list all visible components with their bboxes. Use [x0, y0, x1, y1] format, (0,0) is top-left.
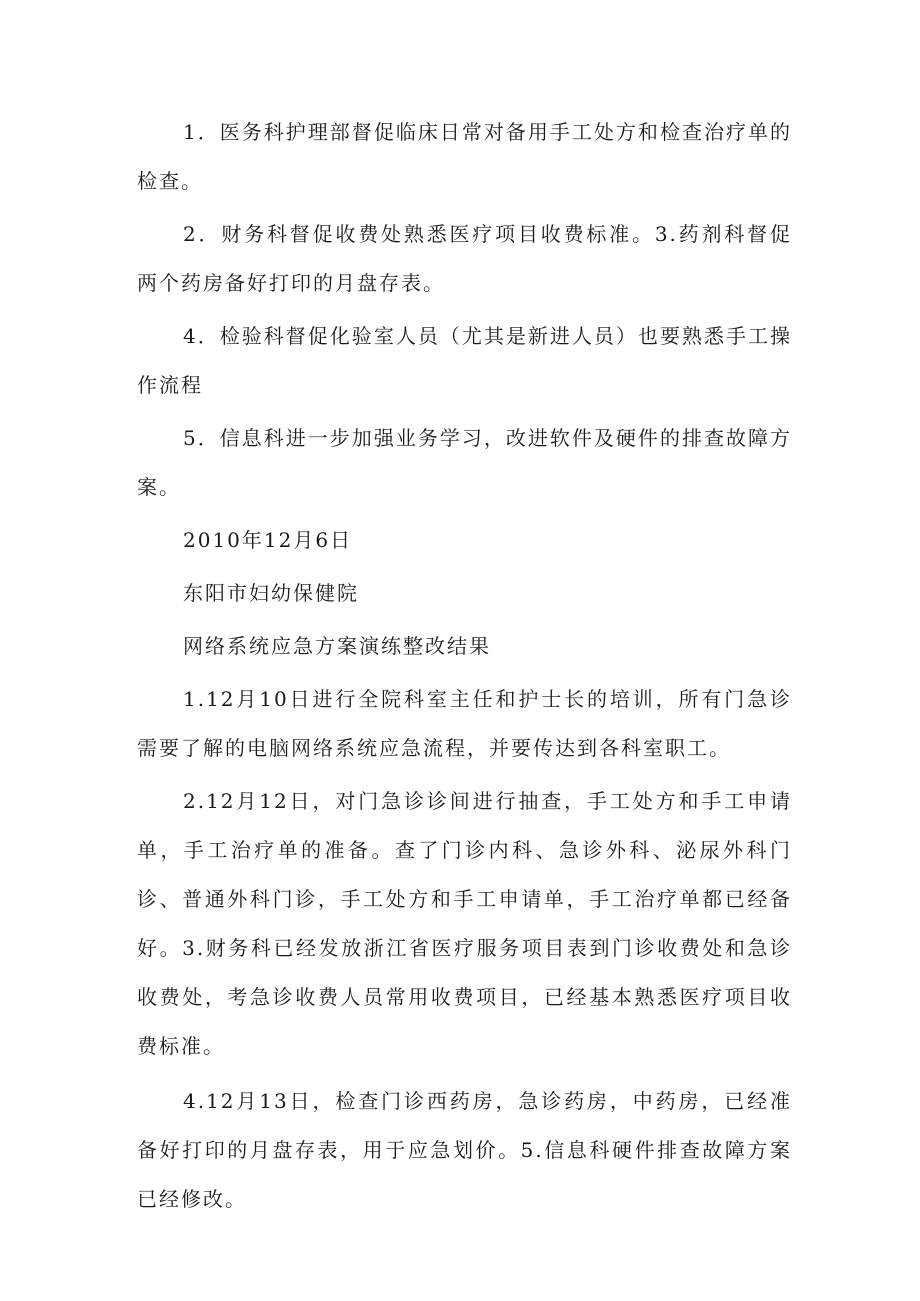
paragraph-1: 1．医务科护理部督促临床日常对备用手工处方和检查治疗单的检查。 [137, 120, 792, 193]
organization-name: 东阳市妇幼保健院 [183, 581, 359, 605]
paragraph-4: 5．信息科进一步加强业务学习，改进软件及硬件的排查故障方案。 [137, 426, 792, 499]
result-paragraph-2: 2.12月12日，对门急诊诊间进行抽查，手工处方和手工申请单，手工治疗单的准备。查了门诊内科、急诊外科、泌尿外科门诊、普通外科门诊，手工处方和手工申请单，手工治疗单都已经备好。3.财务科已经发放浙江省医疗服务项目表到门诊收费处和急诊收费处，考急诊收费人员常用收费项目，已经基本熟悉医疗项目收费标准。 [137, 789, 792, 1058]
document-body [137, 108, 792, 1228]
paragraph-3: 4．检验科督促化验室人员（尤其是新进人员）也要熟悉手工操作流程 [137, 324, 792, 397]
result-paragraph-1: 1.12月10日进行全院科室主任和护士长的培训，所有门急诊需要了解的电脑网络系统应急流程，并要传达到各科室职工。 [137, 687, 792, 760]
section-title: 网络系统应急方案演练整改结果 [183, 634, 491, 658]
result-paragraph-3: 4.12月13日，检查门诊西药房，急诊药房，中药房，已经准备好打印的月盘存表，用于应急划价。5.信息科硬件排查故障方案已经修改。 [137, 1089, 792, 1211]
paragraph-2: 2．财务科督促收费处熟悉医疗项目收费标准。3.药剂科督促两个药房备好打印的月盘存表。 [137, 222, 792, 295]
document-date: 2010年12月6日 [183, 528, 353, 552]
